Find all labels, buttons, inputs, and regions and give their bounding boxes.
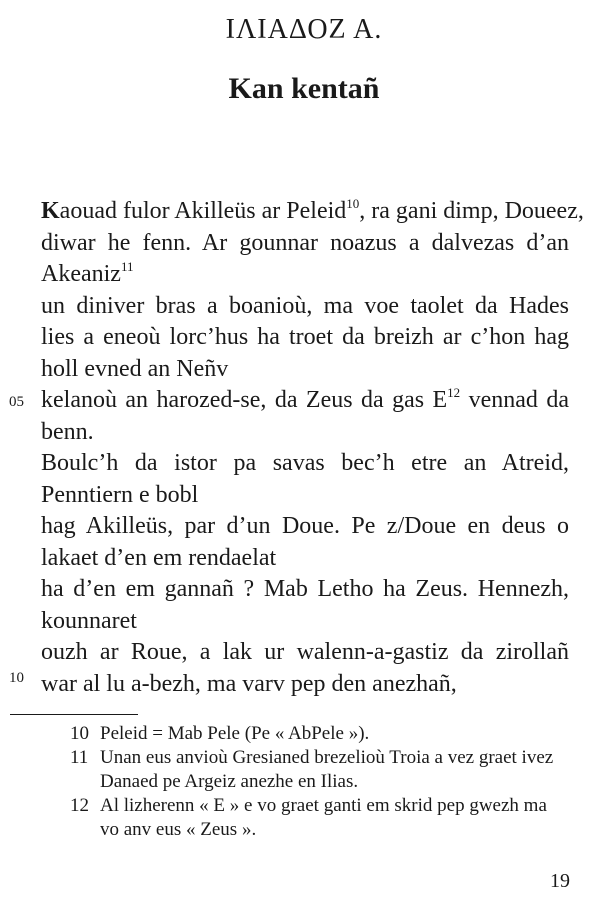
verse-line: [41, 259, 569, 291]
page-number: 19: [550, 870, 570, 892]
footnote-ref: 11: [120, 259, 134, 274]
verse-line: kounnaret: [41, 607, 137, 634]
footnote-text: Unan eus anvioù Gresianed brezelioù Troia a vez graet ivez Danaed pe Argeiz anezhe en Ilias.: [100, 747, 554, 792]
verse-line: Penntiern e bobl: [41, 481, 199, 508]
footnote-text: Al lizherenn « E » e vo graet ganti em skrid pep gwezh ma vo anv eus « Zeus ».: [100, 795, 547, 840]
verse-line: benn.: [41, 418, 94, 445]
verse-text: vennad da: [460, 387, 569, 413]
verse-line: ouzh ar Roue, a lak ur walenn-a-gastiz da zirollañ: [41, 639, 569, 665]
verse-line: [41, 196, 584, 228]
drop-cap: K: [41, 198, 60, 224]
verse-line: war al lu a-bezh, ma varv pep den anezhañ,: [41, 670, 457, 697]
running-head: ΙΛΙΑΔΟΖ Α.: [225, 14, 383, 45]
line-number: 05: [9, 394, 24, 410]
verse-line: [41, 385, 569, 417]
footnote-number: 10: [70, 723, 89, 744]
verse-line: Boulc’h da istor pa savas bec’h etre an Atreid,: [41, 450, 569, 476]
footnote: [70, 722, 560, 746]
footnote-text: Peleid = Mab Pele (Pe « AbPele »).: [100, 723, 370, 744]
line-number: 10: [9, 670, 24, 686]
verse-line: hag Akilleüs, par d’un Doue. Pe z/Doue en deus o: [41, 513, 569, 539]
footnote: [70, 746, 560, 794]
footnote-ref: 12: [447, 385, 461, 400]
verse-line: lakaet d’en em rendaelat: [41, 544, 277, 571]
footnote-number: 11: [70, 747, 89, 768]
footnote-number: 12: [70, 795, 89, 816]
verse-line: lies a eneoù lorc’hus ha troet da breizh ar c’hon hag: [41, 324, 569, 350]
chapter-title: Kan kentañ: [228, 72, 380, 105]
verse-line: ha d’en em gannañ ? Mab Letho ha Zeus. Hennezh,: [41, 576, 569, 602]
verse-block: [41, 196, 584, 700]
verse-line: diwar he fenn. Ar gounnar noazus a dalvezas d’an: [41, 229, 569, 256]
verse-text: , ra gani dimp, Doueez,: [359, 198, 584, 224]
verse-text: Akeaniz: [41, 261, 121, 287]
footnote-divider: [10, 714, 138, 715]
verse-text: aouad fulor Akilleüs ar Peleid: [59, 198, 347, 224]
footnote: [70, 794, 560, 842]
verse-line: un diniver bras a boanioù, ma voe taolet da Hades: [41, 292, 569, 319]
verse-line: holl evned an Neñv: [41, 355, 229, 382]
verse-text: kelanoù an harozed-se, da Zeus da gas E: [41, 387, 448, 413]
footnotes: [70, 722, 560, 842]
footnote-ref: 10: [346, 196, 360, 211]
